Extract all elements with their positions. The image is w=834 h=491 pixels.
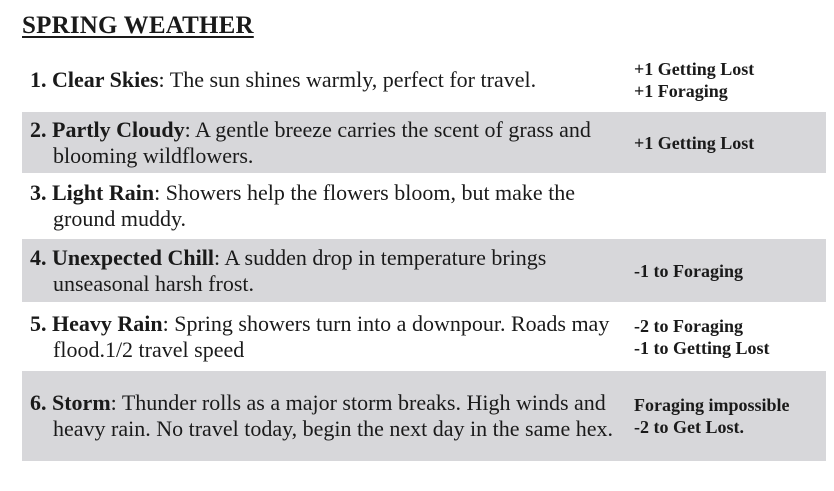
weather-effects <box>628 260 826 282</box>
weather-description <box>30 180 628 232</box>
weather-effect: -2 to Get Lost. <box>634 417 744 437</box>
weather-table <box>22 52 826 461</box>
weather-description <box>30 245 628 297</box>
weather-description <box>30 67 628 93</box>
weather-description <box>30 390 628 442</box>
weather-row-4 <box>22 239 826 302</box>
weather-effect: Foraging impossible <box>634 395 790 415</box>
weather-effect: -1 to Foraging <box>634 260 743 281</box>
weather-heading: 6. Storm <box>30 390 111 415</box>
weather-effects <box>628 315 826 359</box>
weather-effect: -2 to Foraging <box>634 315 743 336</box>
weather-row-1 <box>22 52 826 108</box>
weather-heading: 4. Unexpected Chill <box>30 244 214 270</box>
weather-text: : The sun shines warmly, perfect for travel. <box>158 67 537 92</box>
weather-text: : Thunder rolls as a major storm breaks. High winds and heavy rain. No travel today, begin the next day in the same hex. <box>53 390 614 441</box>
weather-row-2 <box>22 112 826 173</box>
weather-effects <box>628 58 826 102</box>
weather-effects <box>628 132 826 154</box>
weather-row-3 <box>22 177 826 235</box>
weather-heading: 3. Light Rain <box>30 180 155 205</box>
weather-row-5 <box>22 306 826 367</box>
weather-heading: 5. Heavy Rain <box>30 310 163 336</box>
page-title: SPRING WEATHER <box>22 12 254 39</box>
weather-row-6 <box>22 371 826 461</box>
weather-heading: 1. Clear Skies <box>30 67 159 92</box>
weather-effects <box>628 394 826 438</box>
weather-text: : A sudden drop in temperature brings unseasonal harsh frost. <box>53 244 547 296</box>
weather-text: : Spring showers turn into a downpour. Roads may flood.1/2 travel speed <box>53 310 610 362</box>
weather-effect: +1 Getting Lost <box>634 59 755 79</box>
weather-heading: 2. Partly Cloudy <box>30 116 185 142</box>
weather-text: : Showers help the flowers bloom, but make the ground muddy. <box>53 180 576 231</box>
weather-effect: +1 Foraging <box>634 81 728 101</box>
weather-effect: +1 Getting Lost <box>634 132 755 153</box>
weather-text: : A gentle breeze carries the scent of grass and blooming wildflowers. <box>53 116 591 168</box>
weather-description <box>30 117 628 169</box>
weather-description <box>30 311 628 363</box>
weather-effect: -1 to Getting Lost <box>634 337 770 358</box>
